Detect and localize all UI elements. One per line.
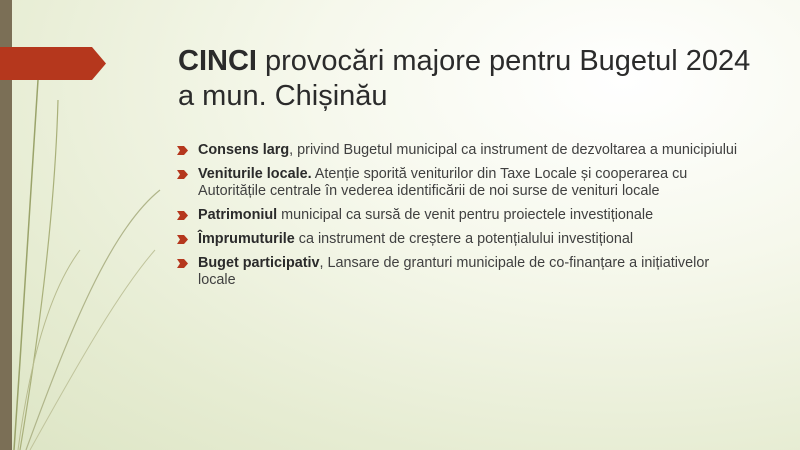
arrow-bullet-icon [177, 235, 188, 244]
bullet-bold: Buget participativ [198, 255, 320, 271]
arrow-bullet-icon [177, 259, 188, 268]
bullet-bold: Împrumuturile [198, 231, 295, 247]
bullet-list [176, 142, 746, 296]
bullet-text: ca instrument de creștere a potențialului investițional [294, 231, 634, 247]
title-bold: CINCI [178, 45, 257, 77]
bullet-text: Atenție sporită veniturilor din Taxe Locale și cooperarea cu Autoritățile centrale în vederea identificării de noi surse de venituri locale [198, 166, 688, 199]
bullet-item [176, 166, 746, 200]
bullet-bold: Patrimoniul [198, 207, 278, 223]
bullet-bold: Consens larg [198, 142, 290, 158]
arrow-bullet-icon [177, 170, 188, 179]
slide-title [178, 44, 768, 114]
bullet-item [176, 142, 746, 159]
bullet-text: , privind Bugetul municipal ca instrument de dezvoltarea a municipiului [289, 142, 738, 158]
arrow-bullet-icon [177, 146, 188, 155]
bullet-item [176, 231, 746, 248]
bullet-text: municipal ca sursă de venit pentru proiectele investiționale [277, 207, 654, 223]
bullet-item [176, 207, 746, 224]
bullet-bold: Veniturile locale. [198, 166, 312, 182]
arrow-bullet-icon [177, 211, 188, 220]
bullet-text: , Lansare de granturi municipale de co-finanțare a inițiativelor locale [198, 255, 710, 288]
bullet-item [176, 255, 746, 289]
title-rest: provocări majore pentru Bugetul 2024 a mun. Chișinău [178, 45, 751, 112]
title-accent-arrow [0, 47, 106, 80]
